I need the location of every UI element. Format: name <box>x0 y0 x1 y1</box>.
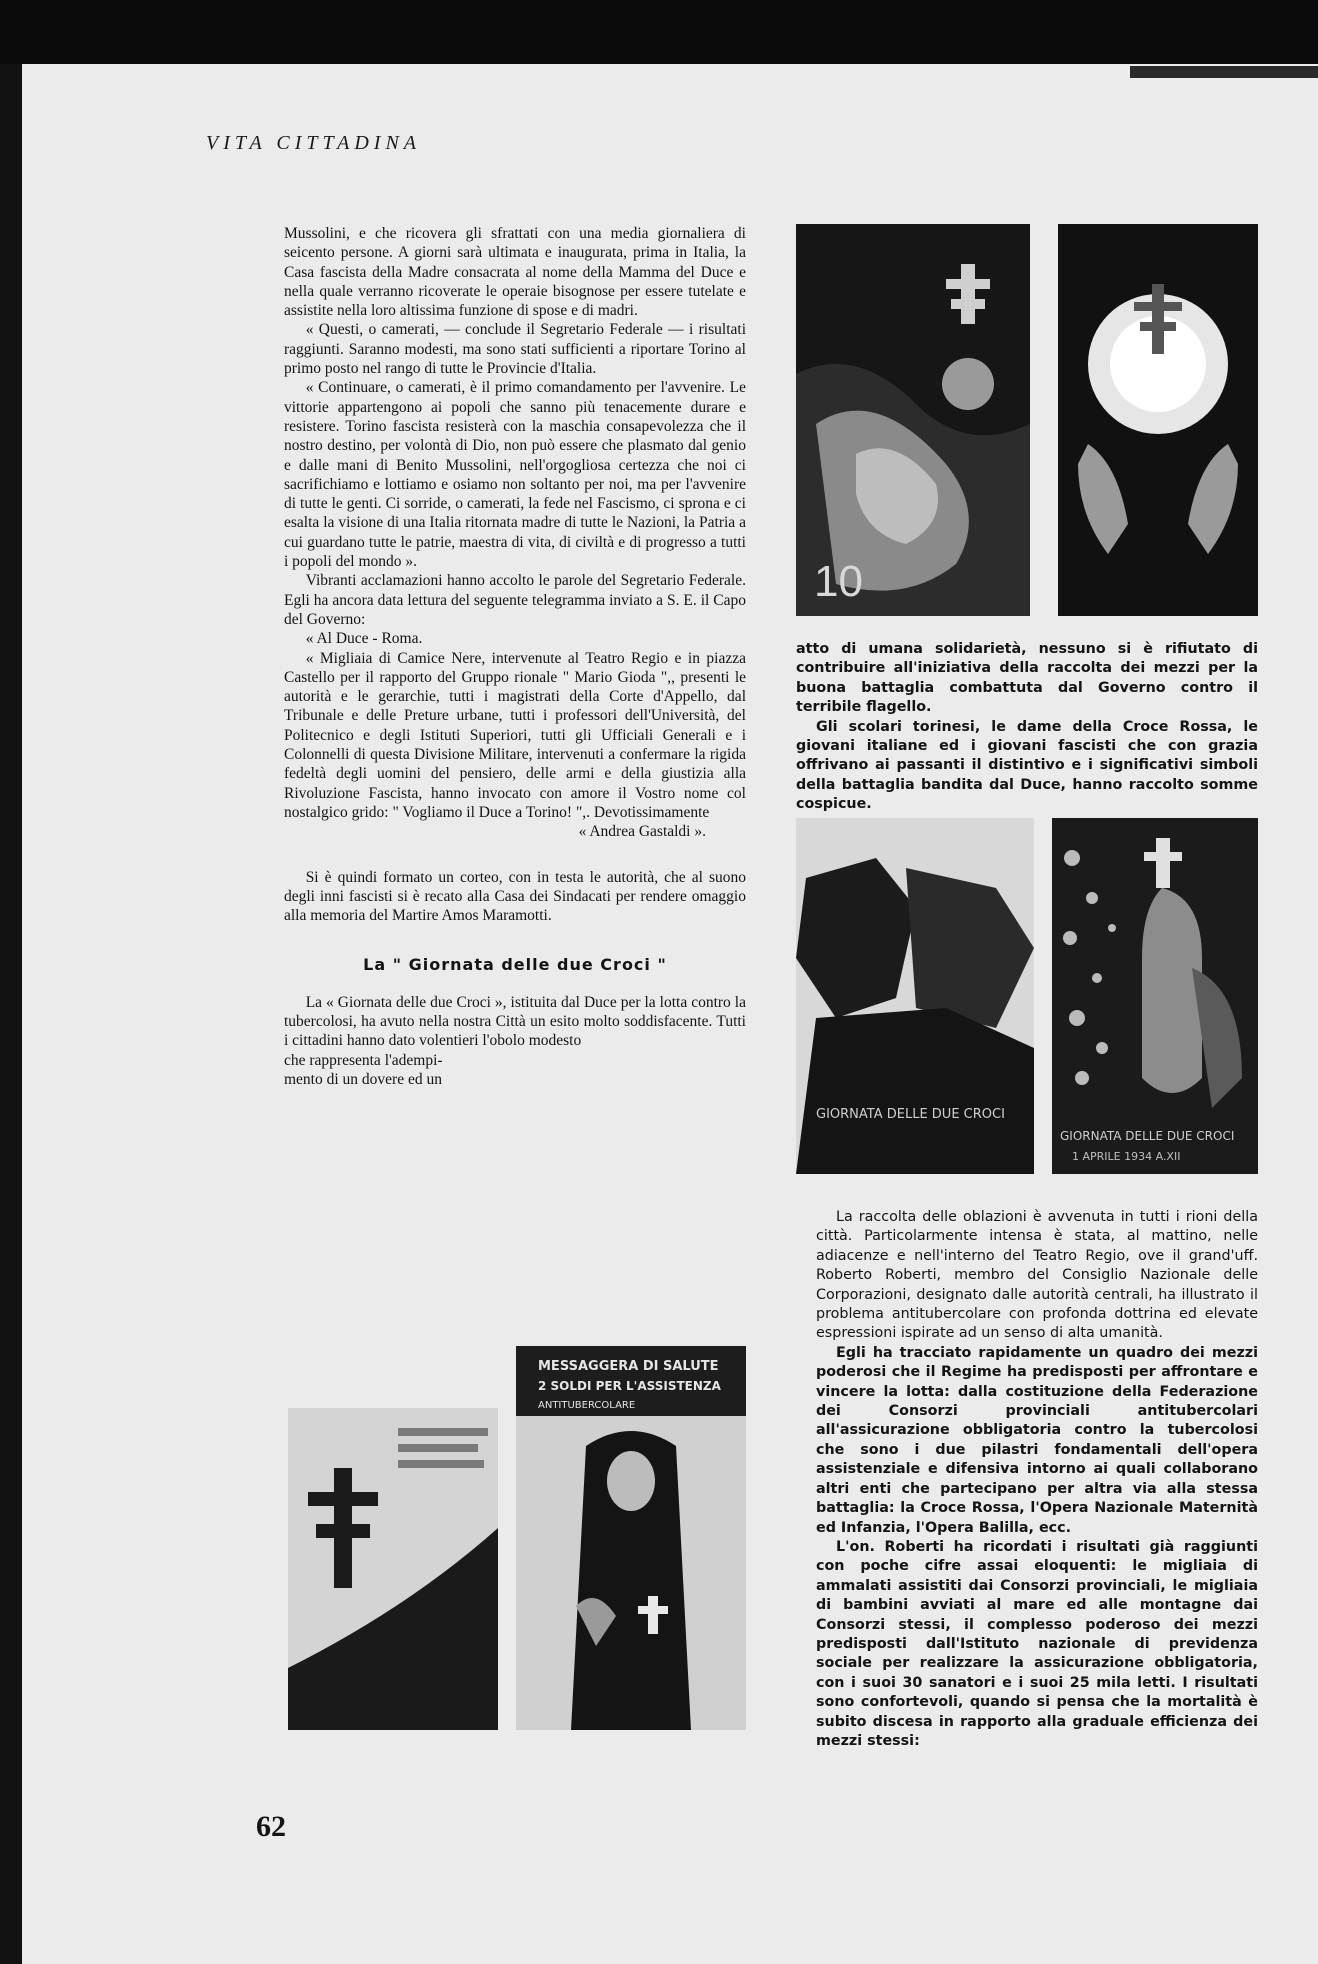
paragraph: atto di umana solidarietà, nessuno si è rifiutato di contribuire all'iniziativa della raccolta dei mezzi per la buona battaglia combattuta dal Governo contro il terribile flagello. <box>796 641 1258 716</box>
poster-illustration <box>1058 224 1258 616</box>
poster-image-5 <box>288 1408 498 1730</box>
poster-illustration <box>796 224 1030 616</box>
closing-paragraph: Si è quindi formato un corteo, con in testa le autorità, che al suono degli inni fascisti si è recato alla Casa dei Sindacati per rendere omaggio alla memoria del Martire Amos Maramotti. <box>284 868 746 925</box>
section-intro: La « Giornata delle due Croci », istituita dal Duce per la lotta contro la tubercolosi, ha avuto nella nostra Città un esito molto soddisfacente. Tutti i cittadini hanno dato volentieri l'obolo modesto <box>284 993 746 1050</box>
paragraph: La raccolta delle oblazioni è avvenuta in tutti i rioni della città. Particolarmente intensa è stata, al mattino, nelle adiacenze e nell'interno del Teatro Regio, ove il grand'uff. Roberto Roberti, membro del Consiglio Nazionale delle Corporazioni, designato dalle autorità centrali, ha illustrato il problema antitubercolare con profonda dottrina ed elevate espressioni ispirate ad un senso di alta umanità. <box>816 1209 1258 1342</box>
paragraph: « Questi, o camerati, — conclude il Segretario Federale — i risultati raggiunti. Saranno modesti, ma sono stati sufficienti a riportare Torino al primo posto nel rango di tutte le Provincie d'Italia. <box>284 321 746 378</box>
poster-image-6 <box>516 1346 746 1730</box>
paragraph: Mussolini, e che ricovera gli sfrattati con una media giornaliera di seicento persone. A giorni sarà ultimata e inaugurata, prima in Italia, la Casa fascista della Madre consacrata al nome della Mamma del Duce e nella quale verranno ricoverate le operaie bisognose per essere tutelate e assistite nella loro altissima funzione di spose e di madri. <box>284 225 746 320</box>
scan-border-top <box>0 0 1130 58</box>
right-column-bottom <box>816 1208 1258 1751</box>
paragraph: Gli scolari torinesi, le dame della Croce Rossa, le giovani italiane ed i giovani fascisti che con grazia offrivano ai passanti il distintivo e i significativi simboli della battaglia bandita dal Duce, hanno raccolto somme cospicue. <box>796 718 1258 813</box>
left-column <box>284 224 746 1089</box>
poster-illustration <box>1052 818 1258 1174</box>
section-wrap-line: mento di un dovere ed un <box>284 1070 442 1088</box>
poster-caption: 1 APRILE 1934 A.XII <box>1072 1150 1181 1163</box>
scan-border-left <box>0 64 22 1964</box>
paragraph: L'on. Roberti ha ricordati i risultati già raggiunti con poche cifre assai eloquenti: le migliaia di ammalati assistiti dai Consorzi provinciali, le migliaia di bambini avviati al mare ed alle montagne dai Consorzi stessi, il complesso poderoso dei mezzi predisposti dall'Istituto nazionale di previdenza sociale per realizzare la assicurazione obbligatoria, con i suoi 30 sanatori e i suoi 25 mila letti. I risultati sono confortevoli, quando si pensa che la mortalità è subito discesa in rapporto alla graduale efficienza dei mezzi stessi: <box>816 1538 1258 1749</box>
poster-illustration <box>516 1346 746 1730</box>
paragraph: Egli ha tracciato rapidamente un quadro dei mezzi poderosi che il Regime ha predisposti per affrontare e vincere la lotta: dalla costituzione della Federazione dei Consorzi provinciali antitubercolari all'assicurazione obbligatoria contro la tubercolosi che sono i due pilastri fondamentali dell'opera assistenziale e difensiva intorno ai quali collaborano altri enti che partecipano per altra via alla stessa battaglia: la Croce Rossa, l'Opera Nazionale Maternità ed Infanzia, l'Opera Balilla, ecc. <box>816 1344 1258 1536</box>
poster-headline: MESSAGGERA DI SALUTE <box>538 1359 719 1374</box>
telegram-signature: « Andrea Gastaldi ». <box>578 823 706 841</box>
poster-image-2 <box>1058 224 1258 616</box>
poster-illustration <box>796 818 1034 1174</box>
page-number: 62 <box>256 1810 286 1843</box>
poster-image-1 <box>796 224 1030 616</box>
poster-headline: ANTITUBERCOLARE <box>538 1400 636 1411</box>
section-wrap-line: che rappresenta l'adempi- <box>284 1051 443 1069</box>
poster-caption: GIORNATA DELLE DUE CROCI <box>816 1107 1005 1122</box>
paragraph: Vibranti acclamazioni hanno accolto le parole del Segretario Federale. Egli ha ancora data lettura del seguente telegramma inviato a S. E. il Capo del Governo: <box>284 572 746 628</box>
right-column-top <box>796 640 1258 815</box>
poster-image-4 <box>1052 818 1258 1174</box>
section-title: La " Giornata delle due Croci " <box>363 955 667 975</box>
poster-illustration <box>288 1408 498 1730</box>
poster-headline: 2 SOLDI PER L'ASSISTENZA <box>538 1379 721 1393</box>
running-header: VITA CITTADINA <box>206 132 422 154</box>
poster-number: 10 <box>814 557 863 606</box>
telegram-body: « Migliaia di Camice Nere, intervenute al Teatro Regio e in piazza Castello per il rapporto del Gruppo rionale " Mario Gioda ",, presenti le autorità e le gerarchie, tutti i magistrati della Corte d'Appello, dal Tribunale e delle Preture urbane, tutti i professori dell'Università, del Politecnico e degli Istituti Superiori, tutti gli Ufficiali Generali e i Colonnelli di questa Divisione Militare, intervenuti a confermare la rigida fedeltà degli uomini del pensiero, delle armi e della giustizia alla Rivoluzione Fascista, hanno invocato con amore il Vostro nome col nostalgico grido: " Vogliamo il Duce a Torino! ",. Devotissimamente <box>284 649 746 821</box>
poster-caption: GIORNATA DELLE DUE CROCI <box>1060 1129 1235 1143</box>
scan-border-edge <box>1130 66 1318 78</box>
paragraph: « Continuare, o camerati, è il primo comandamento per l'avvenire. Le vittorie appartengono ai popoli che sanno più tenacemente durare e resistere. Torino fascista resisterà con la maschia consapevolezza che il nostro destino, per volontà di Dio, non può essere che plasmato dal genio e dalle mani di Benito Mussolini, nell'orgogliosa certezza che noi ci sacrifichiamo e lottiamo e osiamo non soltanto per noi, ma per l'avvenire di tutte le genti. Ci sorride, o camerati, la fede nel Fascismo, ci sprona e ci esalta la visione di una Italia ritornata madre di tutte le Nazioni, la Patria a cui guardano tutte le patrie, maestra di vita, di civiltà e di progresso a tutti i popoli del mondo ». <box>284 379 746 571</box>
poster-image-3 <box>796 818 1034 1174</box>
telegram-heading: « Al Duce - Roma. <box>305 630 423 648</box>
